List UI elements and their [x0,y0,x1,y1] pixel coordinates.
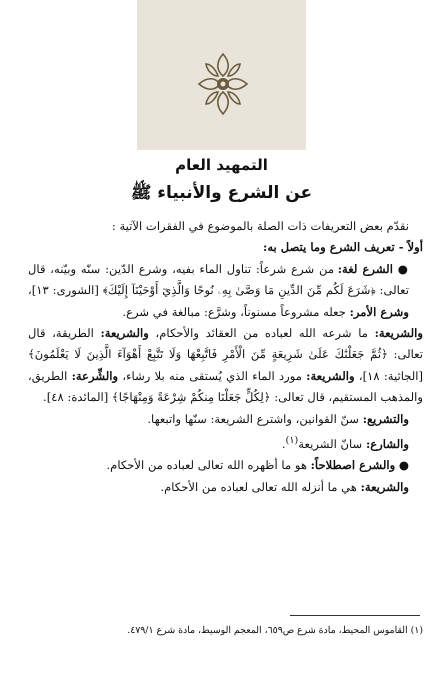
definition-text: الطريق، والمذهب المستقيم، قال تعالى: ﴿لِكُلٍّ جَعَلْنَا مِنكُمْ شِرْعَةً وَمِنْهَاجًا﴾ [المائدة: ٤٨]. [28,368,423,405]
definition-paragraph [28,323,423,409]
term-label: والشريعة: [306,368,355,383]
floral-ornament-icon [196,50,250,118]
definition-text: سانّ الشريعة [298,436,366,451]
footnote-ref: (١) [285,435,299,447]
section-heading: أولاً - تعريف الشرع وما يتصل به: [263,240,423,255]
bullet-icon: ● [398,458,409,473]
term-label: وشرع الأمر: [349,304,409,319]
definition-text: هو ما أظهره الله تعالى لعباده من الأحكام. [106,458,311,473]
definition-paragraph [28,259,423,323]
definition-text: هي ما أنزله الله تعالى لعباده من الأحكام. [160,479,361,494]
page-title: التمهيد العام [175,156,268,174]
term-label: والشارع: [365,436,409,451]
definition-text: من شرع شرعاً: تناول الماء بفيه، وشرع الدّين: سنّه وبيّنه، قال تعالى: ﴿شَرَعَ لَكُم مِّنَ الدِّينِ مَا وَصَّىٰ بِهِۦ نُوحًا وَالَّذِيٓ أَوْحَيْنَآ إِلَيْكَ﴾ [الشورى: ١٣]، [28,261,409,298]
main-text [28,216,423,498]
definition-paragraph [28,430,423,455]
definition-text: الطريقة، قال تعالى: ﴿ثُمَّ جَعَلْنَٰكَ عَلَىٰ شَرِيعَةٍ مِّنَ الْأَمْرِ فَاتَّبِعْهَا وَلَا تَتَّبِعْ أَهْوَآءَ الَّذِينَ لَا يَعْلَمُونَ﴾ [الجاثية: ١٨]، [28,326,423,383]
intro-paragraph: نقدّم بعض التعريفات ذات الصلة بالموضوع في الفقرات الآتية : [111,219,409,233]
page-subtitle: عن الشرع والأنبياء ﷺ [130,183,313,203]
definition-paragraph [28,477,423,498]
definition-text: . [281,436,286,451]
term-label: والتشريع: [362,411,409,426]
definition-text: مورد الماء الذي يُستقى منه بلا رشاء، [118,368,307,383]
footnote-divider [290,615,420,616]
term-label: الشرع لغة: [337,261,393,276]
definition-text: سنّ القوانين، واشترع الشريعة: سنّها واتبعها. [147,411,363,426]
term-label: والشرع اصطلاحاً: [310,458,396,473]
definition-paragraph [28,455,423,476]
bullet-icon: ● [397,261,409,276]
term-label: والشريعة: [100,326,149,341]
definition-paragraph [28,409,423,430]
footnote: (١) القاموس المحيط، مادة شرع ص٦٥٩، المعجم الوسيط، مادة شرع ٤٧٩/١. [127,625,423,636]
term-label: والشريعة: [360,479,409,494]
definition-text: جعله مشروعاً مسنوناً، وشرَّع: مبالغة في شرع. [122,304,350,319]
definition-text: ما شرعه الله لعباده من العقائد والأحكام، [148,326,375,341]
term-label: والشريعة: [374,326,423,341]
term-label: والشِّرعة: [71,368,119,383]
